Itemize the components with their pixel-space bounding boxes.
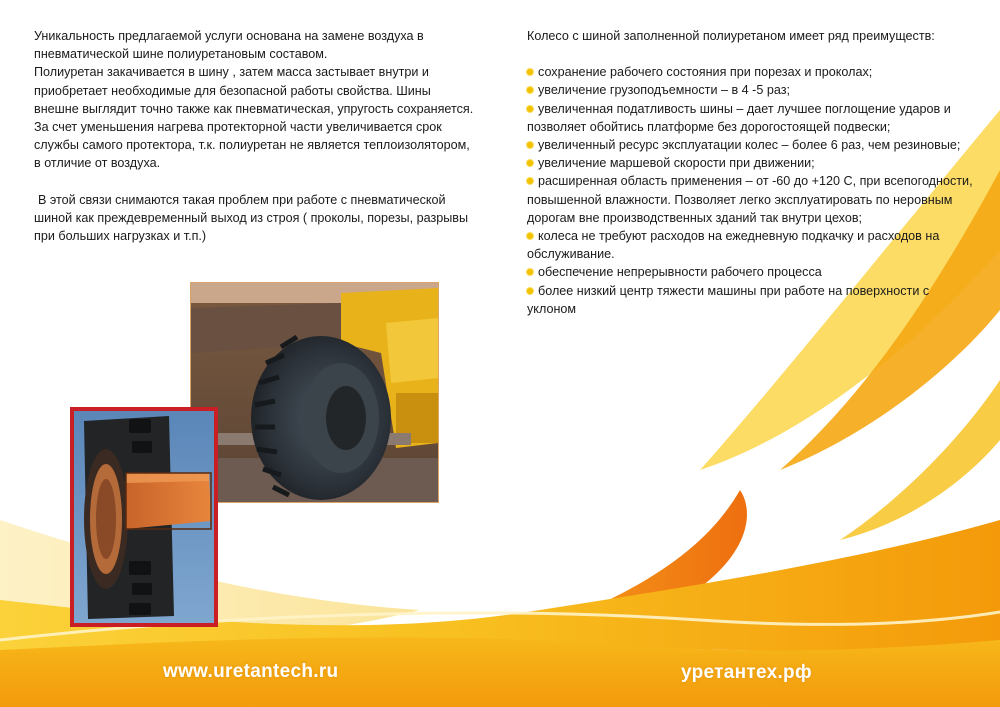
website-link-cyrillic[interactable]: уретантех.рф	[681, 662, 812, 683]
list-item: колеса не требуют расходов на ежедневную подкачку и расходов на обслуживание.	[527, 229, 940, 262]
advantages-intro: Колесо с шиной заполненной полиуретаном имеет ряд преимуществ:	[527, 29, 935, 43]
bullet-icon	[527, 178, 533, 184]
loader-tire-illustration	[191, 283, 438, 502]
loader-tire-photo	[190, 282, 439, 503]
list-item: более низкий центр тяжести машины при работе на поверхности с уклоном	[527, 283, 930, 316]
list-item: увеличенный ресурс эксплуатации колес – более 6 раз, чем резиновые;	[527, 136, 977, 154]
bullet-icon	[527, 160, 533, 166]
description-text-block	[34, 27, 474, 245]
bullet-icon	[527, 233, 533, 239]
website-link-latin[interactable]: www.uretantech.ru	[163, 661, 339, 682]
bullet-icon	[527, 69, 533, 75]
paragraph-problems: В этой связи снимаются такая проблем при работе с пневматической шиной как преждевременный выход из строя ( проколы, порезы, разрывы при больших нагрузках и т.п.)	[34, 192, 469, 244]
list-item: расширенная область применения – от -60 до +120 С, при всепогодности, повышенной влажности. Позволяет легко эксплуатировать по неровным дорогам вне производственных зданий так внутри цехов;	[527, 174, 973, 225]
list-item: увеличение грузоподъемности – в 4 -5 раз;	[527, 81, 977, 99]
bullet-icon	[527, 269, 533, 275]
bullet-icon	[527, 106, 533, 112]
paragraph-uniqueness: Уникальность предлагаемой услуги основана на замене воздуха в пневматической шине полиуретановым составом.	[34, 29, 424, 62]
bullet-icon	[527, 142, 533, 148]
list-item: обеспечение непрерывности рабочего процесса	[527, 263, 977, 281]
list-item: увеличенная податливость шины – дает лучшее поглощение ударов и позволяет обойтись платформе без дорогостоящей подвески;	[527, 101, 951, 134]
bullet-icon	[527, 288, 533, 294]
advantages-list	[527, 63, 977, 318]
paragraph-process: Полиуретан закачивается в шину , затем масса застывает внутри и приобретает необходимые для безопасной работы свойства. Шины внешне выглядит точно также как пневматическая, упругость сохраняется. За счет уменьшения нагрева протекторной части увеличивается срок службы самого протектора, т.к. полиуретан не является теплоизолятором, в отличие от воздуха.	[34, 65, 474, 171]
tire-cross-section-photo	[70, 407, 218, 627]
tire-cross-section-illustration	[74, 411, 214, 623]
bullet-icon	[527, 87, 533, 93]
advantages-block	[527, 27, 977, 318]
list-item: увеличение маршевой скорости при движении;	[527, 154, 977, 172]
list-item: сохранение рабочего состояния при порезах и проколах;	[527, 63, 977, 81]
